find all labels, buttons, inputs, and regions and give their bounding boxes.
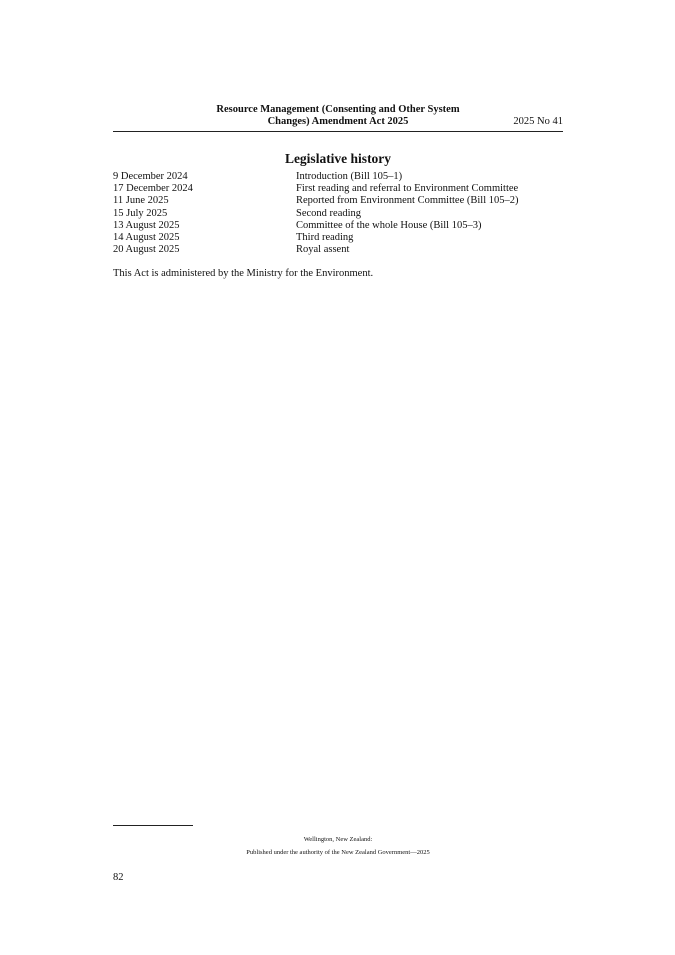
section-heading: Legislative history <box>284 151 392 166</box>
history-date: 20 August 2025 <box>113 244 180 256</box>
legislative-history-table <box>113 171 563 256</box>
history-date: 9 December 2024 <box>113 171 188 182</box>
header-title-line2: Changes) Amendment Act 2025 <box>267 116 409 127</box>
history-event: Royal assent <box>296 244 350 256</box>
history-date: 15 July 2025 <box>113 207 168 219</box>
history-date: 11 June 2025 <box>113 195 169 207</box>
history-date: 14 August 2025 <box>113 231 180 243</box>
history-row <box>113 171 563 183</box>
act-number: 2025 No 41 <box>513 116 563 127</box>
page-number: 82 <box>113 872 124 883</box>
footer-published: Published under the authority of the New Zealand Government—2025 <box>246 849 430 856</box>
footer-rule <box>113 825 193 826</box>
history-row <box>113 220 563 232</box>
history-event: Second reading <box>296 207 362 219</box>
administration-note: This Act is administered by the Ministry for the Environment. <box>113 268 374 279</box>
history-event: Introduction (Bill 105–1) <box>296 171 403 182</box>
history-row <box>113 183 563 195</box>
history-row <box>113 195 563 207</box>
header-title <box>113 104 563 128</box>
header-rule <box>113 131 563 132</box>
history-event: First reading and referral to Environment Committee <box>296 183 519 195</box>
history-row <box>113 244 563 256</box>
history-event: Committee of the whole House (Bill 105–3) <box>296 219 482 231</box>
history-row <box>113 232 563 244</box>
footer-place: Wellington, New Zealand: <box>303 836 373 843</box>
history-event: Third reading <box>296 231 354 243</box>
header-title-line1: Resource Management (Consenting and Other System <box>216 104 460 115</box>
running-header <box>113 104 563 134</box>
history-event: Reported from Environment Committee (Bill 105–2) <box>296 195 519 207</box>
history-row <box>113 208 563 220</box>
history-date: 17 December 2024 <box>113 183 193 195</box>
history-date: 13 August 2025 <box>113 219 180 231</box>
